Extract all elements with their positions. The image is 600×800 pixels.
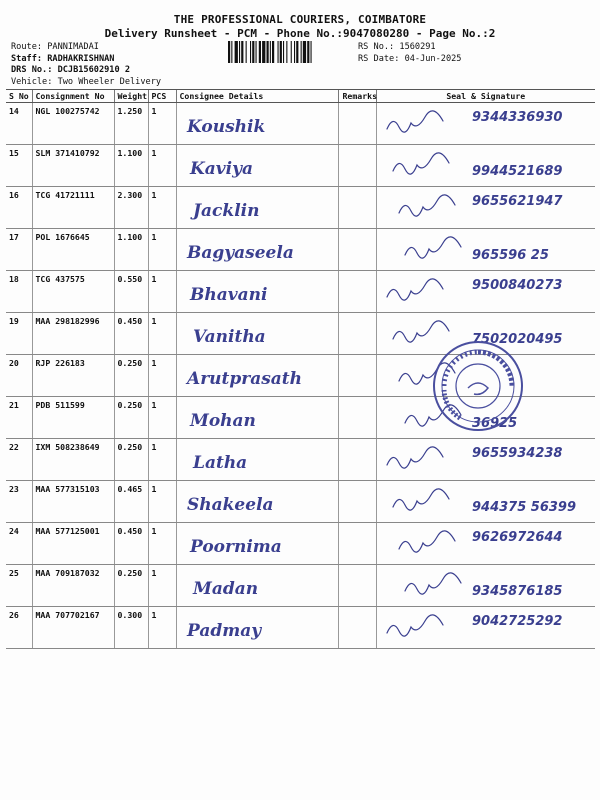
cell-seal-signature xyxy=(376,565,595,607)
consignee-name-handwritten: Jacklin xyxy=(192,201,259,221)
cell-consignee-details xyxy=(176,229,338,271)
cell-consignee-details xyxy=(176,523,338,565)
cell-consignee-details xyxy=(176,187,338,229)
cell-seal-signature xyxy=(376,481,595,523)
signature-phone-handwritten: 36925 xyxy=(471,416,517,431)
table-row xyxy=(6,187,595,229)
cell-pcs: 1 xyxy=(148,229,176,271)
barcode-bar xyxy=(280,41,282,63)
consignee-name-handwritten: Shakeela xyxy=(186,495,274,515)
signature-scribble xyxy=(387,447,443,468)
seal-stamp xyxy=(430,338,526,434)
consignee-name-handwritten: Mohan xyxy=(189,411,256,431)
cell-consignment-no: SLM 371410792 xyxy=(32,145,114,187)
cell-sno: 26 xyxy=(6,607,32,649)
table-row xyxy=(6,607,595,649)
cell-consignment-no: PDB 511599 xyxy=(32,397,114,439)
barcode-bar xyxy=(272,41,274,63)
cell-consignee-details xyxy=(176,565,338,607)
barcode-bar xyxy=(256,41,257,63)
staff-label: Staff: RADHAKRISHNAN xyxy=(11,53,115,64)
cell-seal-signature xyxy=(376,607,595,649)
cell-sno: 18 xyxy=(6,271,32,313)
signature-scribble xyxy=(393,153,449,174)
cell-seal-signature xyxy=(376,523,595,565)
left-meta-block xyxy=(11,42,161,88)
barcode-bar xyxy=(296,41,298,63)
barcode-bar xyxy=(294,41,295,63)
cell-weight: 0.250 xyxy=(114,439,148,481)
cell-consignee-details xyxy=(176,103,338,145)
cell-consignment-no: POL 1676645 xyxy=(32,229,114,271)
signature-phone-handwritten: 9626972644 xyxy=(471,530,562,545)
cell-weight: 1.100 xyxy=(114,145,148,187)
cell-consignment-no: TCG 41721111 xyxy=(32,187,114,229)
barcode-bar xyxy=(250,41,251,63)
barcode-bar xyxy=(311,41,312,63)
cell-consignment-no: TCG 437575 xyxy=(32,271,114,313)
barcode-bar xyxy=(262,41,265,63)
cell-pcs: 1 xyxy=(148,397,176,439)
barcode-bar xyxy=(270,41,271,63)
col-header-sno: S No xyxy=(6,90,32,103)
signature-phone-handwritten: 9042725292 xyxy=(471,614,562,629)
cell-sno: 24 xyxy=(6,523,32,565)
cell-consignee-details xyxy=(176,439,338,481)
company-name: THE PROFESSIONAL COURIERS, COIMBATORE xyxy=(173,13,427,26)
signature-scribble xyxy=(387,279,443,300)
barcode-bar xyxy=(231,41,232,63)
cell-weight: 1.100 xyxy=(114,229,148,271)
cell-consignment-no: MAA 577125001 xyxy=(32,523,114,565)
cell-seal-signature xyxy=(376,103,595,145)
signature-phone-handwritten: 9344336930 xyxy=(471,110,562,125)
consignee-name-handwritten: Bhavani xyxy=(189,285,267,305)
cell-remarks xyxy=(338,439,376,481)
barcode-bar xyxy=(235,41,238,63)
table-row xyxy=(6,271,595,313)
cell-remarks xyxy=(338,355,376,397)
cell-sno: 21 xyxy=(6,397,32,439)
signature-scribble xyxy=(387,615,443,636)
cell-consignee-details xyxy=(176,145,338,187)
signature-phone-handwritten: 7502020495 xyxy=(471,332,562,347)
cell-consignee-details xyxy=(176,397,338,439)
col-header-remarks: Remarks xyxy=(338,90,376,103)
cell-weight: 0.250 xyxy=(114,397,148,439)
cell-pcs: 1 xyxy=(148,103,176,145)
cell-weight: 1.250 xyxy=(114,103,148,145)
table-row xyxy=(6,229,595,271)
col-header-consignment: Consignment No xyxy=(32,90,114,103)
cell-pcs: 1 xyxy=(148,565,176,607)
cell-weight: 0.450 xyxy=(114,523,148,565)
cell-seal-signature xyxy=(376,187,595,229)
signature-phone-handwritten: 9655934238 xyxy=(471,446,562,461)
signature-scribble xyxy=(399,195,455,216)
cell-consignment-no: RJP 226183 xyxy=(32,355,114,397)
right-meta-block xyxy=(358,42,461,65)
cell-remarks xyxy=(338,607,376,649)
cell-weight: 2.300 xyxy=(114,187,148,229)
cell-sno: 23 xyxy=(6,481,32,523)
cell-pcs: 1 xyxy=(148,523,176,565)
table-row xyxy=(6,523,595,565)
cell-remarks xyxy=(338,103,376,145)
cell-remarks xyxy=(338,271,376,313)
barcode-bar xyxy=(267,41,269,63)
cell-sno: 22 xyxy=(6,439,32,481)
cell-weight: 0.450 xyxy=(114,313,148,355)
signature-scribble xyxy=(399,531,455,552)
cell-consignment-no: MAA 707702167 xyxy=(32,607,114,649)
cell-pcs: 1 xyxy=(148,607,176,649)
signature-scribble xyxy=(387,111,443,132)
cell-consignment-no: NGL 100275742 xyxy=(32,103,114,145)
col-header-weight: Weight xyxy=(114,90,148,103)
vehicle-label: Vehicle: Two Wheeler Delivery xyxy=(11,76,162,87)
cell-sno: 20 xyxy=(6,355,32,397)
cell-seal-signature xyxy=(376,271,595,313)
consignee-name-handwritten: Poornima xyxy=(189,537,282,557)
cell-consignee-details xyxy=(176,271,338,313)
consignee-name-handwritten: Koushik xyxy=(186,117,265,137)
cell-seal-signature xyxy=(376,145,595,187)
consignee-name-handwritten: Bagyaseela xyxy=(186,243,294,263)
drs-label: DRS No.: DCJB15602910 2 xyxy=(11,65,130,75)
table-row xyxy=(6,103,595,145)
consignee-name-handwritten: Latha xyxy=(192,453,247,473)
consignee-name-handwritten: Madan xyxy=(192,579,258,599)
cell-remarks xyxy=(338,397,376,439)
table-row xyxy=(6,439,595,481)
cell-consignee-details xyxy=(176,607,338,649)
cell-seal-signature xyxy=(376,229,595,271)
signature-phone-handwritten: 9500840273 xyxy=(471,278,562,293)
cell-consignment-no: MAA 298182996 xyxy=(32,313,114,355)
barcode-bar xyxy=(259,41,261,63)
cell-remarks xyxy=(338,229,376,271)
cell-sno: 15 xyxy=(6,145,32,187)
barcode-bar xyxy=(239,41,240,63)
barcode-bar xyxy=(301,41,302,63)
signature-phone-handwritten: 9944521689 xyxy=(471,164,562,179)
cell-pcs: 1 xyxy=(148,439,176,481)
cell-remarks xyxy=(338,481,376,523)
cell-seal-signature xyxy=(376,439,595,481)
cell-weight: 0.465 xyxy=(114,481,148,523)
cell-consignment-no: MAA 709187032 xyxy=(32,565,114,607)
barcode-bar xyxy=(228,41,230,63)
barcode-bar xyxy=(278,41,279,63)
col-header-consignee: Consignee Details xyxy=(176,90,338,103)
barcode-bar xyxy=(246,41,247,63)
signature-scribble xyxy=(393,489,449,510)
barcode-image xyxy=(228,41,350,63)
col-header-seal-signature: Seal & Signature xyxy=(376,90,595,103)
cell-pcs: 1 xyxy=(148,313,176,355)
barcode-bar xyxy=(286,41,287,63)
barcode-bar xyxy=(303,41,306,63)
table-header-row xyxy=(6,90,595,103)
cell-remarks xyxy=(338,187,376,229)
consignee-name-handwritten: Vanitha xyxy=(192,327,266,347)
signature-phone-handwritten: 9655621947 xyxy=(471,194,562,209)
cell-consignment-no: MAA 577315103 xyxy=(32,481,114,523)
signature-scribble xyxy=(405,237,461,258)
consignee-name-handwritten: Kaviya xyxy=(189,159,253,179)
signature-scribble xyxy=(405,573,461,594)
table-row xyxy=(6,145,595,187)
cell-pcs: 1 xyxy=(148,187,176,229)
cell-consignee-details xyxy=(176,481,338,523)
cell-remarks xyxy=(338,313,376,355)
cell-remarks xyxy=(338,523,376,565)
table-row xyxy=(6,481,595,523)
cell-consignment-no: IXM 508238649 xyxy=(32,439,114,481)
route-label: Route: PANNIMADAI xyxy=(11,42,99,52)
cell-sno: 14 xyxy=(6,103,32,145)
col-header-pcs: PCS xyxy=(148,90,176,103)
consignee-name-handwritten: Padmay xyxy=(186,621,261,641)
cell-consignee-details xyxy=(176,355,338,397)
cell-remarks xyxy=(338,565,376,607)
cell-pcs: 1 xyxy=(148,145,176,187)
signature-phone-handwritten: 944375 56399 xyxy=(471,500,576,515)
rs-no-label: RS No.: 1560291 xyxy=(358,42,436,52)
cell-pcs: 1 xyxy=(148,271,176,313)
cell-weight: 0.550 xyxy=(114,271,148,313)
barcode-bar xyxy=(291,41,292,63)
cell-sno: 17 xyxy=(6,229,32,271)
barcode-bar xyxy=(283,41,284,63)
cell-pcs: 1 xyxy=(148,481,176,523)
table-row xyxy=(6,565,595,607)
barcode-bar xyxy=(307,41,309,63)
consignee-name-handwritten: Arutprasath xyxy=(186,369,302,389)
cell-sno: 16 xyxy=(6,187,32,229)
cell-sno: 19 xyxy=(6,313,32,355)
cell-pcs: 1 xyxy=(148,355,176,397)
cell-sno: 25 xyxy=(6,565,32,607)
barcode-bar xyxy=(241,41,243,63)
cell-consignee-details xyxy=(176,313,338,355)
rs-date-label: RS Date: 04-Jun-2025 xyxy=(358,53,462,64)
runsheet-subtitle: Delivery Runsheet - PCM - Phone No.:9047080280 - Page No.:2 xyxy=(104,27,496,40)
signature-phone-handwritten: 965596 25 xyxy=(471,248,549,263)
cell-weight: 0.250 xyxy=(114,565,148,607)
barcode-bar xyxy=(252,41,254,63)
cell-remarks xyxy=(338,145,376,187)
signature-phone-handwritten: 9345876185 xyxy=(471,584,562,599)
cell-weight: 0.250 xyxy=(114,355,148,397)
cell-weight: 0.300 xyxy=(114,607,148,649)
